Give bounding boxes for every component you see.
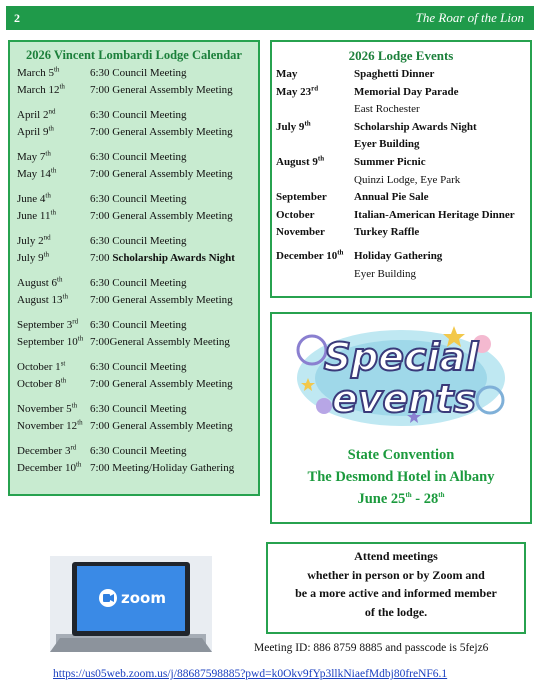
convention-title: State Convention [347, 447, 455, 463]
event-name: Summer Picnic [354, 155, 426, 168]
convention-venue: The Desmond Hotel in Albany [307, 469, 495, 485]
event-date: September [276, 191, 327, 204]
page-number: 2 [14, 11, 20, 25]
event-row [272, 121, 530, 139]
calendar-date: March 5th [17, 65, 60, 79]
event-location: Quinzi Lodge, Eye Park [354, 173, 461, 186]
calendar-event: 7:00 Meeting/Holiday Gathering [90, 462, 235, 474]
calendar-date: October 8th [17, 376, 67, 390]
calendar-date: May 7th [17, 149, 51, 163]
event-date: May [276, 68, 298, 80]
event-name: Memorial Day Parade [354, 85, 459, 98]
calendar-date: April 2nd [17, 107, 56, 121]
calendar-date: June 4th [17, 191, 51, 205]
calendar-row [10, 252, 258, 269]
calendar-row [10, 210, 258, 227]
calendar-event: 6:30 Council Meeting [90, 277, 187, 289]
calendar-event: 6:30 Council Meeting [90, 67, 187, 79]
event-row [272, 174, 530, 192]
calendar-row [10, 193, 258, 210]
event-row [272, 250, 530, 268]
special-events-box [270, 312, 532, 524]
calendar-month-group [10, 109, 258, 143]
calendar-event: 7:00General Assembly Meeting [90, 336, 230, 348]
art-word-special: Special [323, 335, 479, 379]
art-word-events: events [331, 377, 477, 421]
event-row [272, 209, 530, 227]
attend-line-1: Attend meetings [354, 549, 438, 563]
calendar-row [10, 361, 258, 378]
calendar-row [10, 319, 258, 336]
calendar-row [10, 336, 258, 353]
calendar-event: 7:00 General Assembly Meeting [90, 210, 233, 222]
event-date: November [276, 226, 325, 239]
calendar-date: December 10th [17, 460, 82, 474]
event-date: August 9th [276, 154, 325, 168]
calendar-row [10, 126, 258, 143]
calendar-event: 6:30 Council Meeting [90, 235, 187, 247]
event-row [272, 83, 530, 104]
calendar-event: 6:30 Council Meeting [90, 193, 187, 205]
calendar-event: 6:30 Council Meeting [90, 403, 187, 415]
calendar-date: September 3rd [17, 317, 79, 331]
calendar-row [10, 420, 258, 437]
event-name: Spaghetti Dinner [354, 68, 435, 80]
calendar-event: 6:30 Council Meeting [90, 151, 187, 163]
calendar-event: 7:00 Scholarship Awards Night [90, 252, 235, 264]
calendar-month-group [10, 361, 258, 395]
calendar-title: 2026 Vincent Lombardi Lodge Calendar [26, 48, 242, 62]
events-title: 2026 Lodge Events [348, 48, 454, 63]
calendar-month-group [10, 235, 258, 269]
calendar-month-group [10, 67, 258, 101]
calendar-date: June 11th [17, 208, 56, 222]
event-date: December 10th [276, 248, 344, 262]
special-events-art [294, 320, 508, 430]
zoom-meeting-link[interactable]: https://us05web.zoom.us/j/88687598885?pwd=k0Okv9fYp3llkNiaefMdbj80freNF6.1 [53, 668, 448, 680]
calendar-row [10, 84, 258, 101]
attend-meetings-box [266, 542, 526, 634]
event-date: May 23rd [276, 83, 319, 98]
event-row [272, 191, 530, 209]
calendar-date: August 6th [17, 275, 63, 289]
calendar-row [10, 277, 258, 294]
calendar-row [10, 67, 258, 84]
calendar-date: April 9th [17, 124, 54, 138]
calendar-event: 6:30 Council Meeting [90, 109, 187, 121]
attend-line-4: of the lodge. [364, 604, 428, 619]
calendar-date: July 2nd [17, 233, 51, 247]
page-header [6, 6, 534, 30]
event-row [272, 226, 530, 244]
event-row [272, 268, 530, 286]
event-name: Italian-American Heritage Dinner [354, 208, 515, 221]
lodge-calendar-box [8, 40, 260, 496]
convention-dates: June 25th - 28th [357, 491, 445, 507]
events-list [272, 68, 530, 285]
convention-info [272, 444, 530, 510]
calendar-event: 7:00 General Assembly Meeting [90, 420, 233, 432]
calendar-date: November 5th [17, 401, 78, 415]
calendar-date: September 10th [17, 334, 84, 348]
calendar-row [10, 294, 258, 311]
calendar-event: 7:00 General Assembly Meeting [90, 84, 233, 96]
calendar-date: August 13th [17, 292, 68, 306]
calendar-date: May 14th [17, 166, 57, 180]
calendar-event: 7:00 General Assembly Meeting [90, 168, 233, 180]
attend-line-2: whether in person or by Zoom and [307, 567, 485, 582]
meeting-id-text: Meeting ID: 886 8759 8885 and passcode is 5fejz6 [254, 642, 489, 654]
event-location: Eyer Building [354, 267, 417, 280]
event-row [272, 138, 530, 156]
calendar-event: 7:00 General Assembly Meeting [90, 378, 233, 390]
zoom-logo-text: zoom [121, 589, 166, 607]
calendar-row [10, 403, 258, 420]
event-name: Scholarship Awards Night [354, 120, 477, 133]
calendar-month-group [10, 277, 258, 311]
event-name: Turkey Raffle [354, 226, 420, 239]
event-location: East Rochester [354, 103, 420, 116]
calendar-row [10, 168, 258, 185]
event-name: Annual Pie Sale [354, 191, 429, 204]
calendar-month-group [10, 403, 258, 437]
calendar-month-group [10, 445, 258, 479]
calendar-row [10, 378, 258, 395]
calendar-event: 6:30 Council Meeting [90, 361, 187, 373]
event-name: Holiday Gathering [354, 249, 443, 262]
event-name: Eyer Building [354, 138, 420, 151]
newsletter-title: The Roar of the Lion [415, 10, 524, 25]
calendar-event: 6:30 Council Meeting [90, 445, 187, 457]
calendar-date: December 3rd [17, 443, 77, 457]
calendar-month-group [10, 151, 258, 185]
calendar-row [10, 445, 258, 462]
calendar-date: July 9th [17, 250, 50, 264]
lodge-events-box [270, 40, 532, 298]
calendar-event: 7:00 General Assembly Meeting [90, 126, 233, 138]
event-date: October [276, 208, 315, 221]
attend-line-3: be a more active and informed member [295, 586, 497, 600]
calendar-list [10, 67, 258, 479]
calendar-row [10, 151, 258, 168]
event-date: July 9th [276, 119, 311, 133]
calendar-row [10, 462, 258, 479]
calendar-month-group [10, 319, 258, 353]
calendar-date: March 12th [17, 82, 65, 96]
calendar-date: October 1st [17, 359, 66, 373]
calendar-date: November 12th [17, 418, 83, 432]
laptop-zoom-image [50, 556, 212, 652]
calendar-month-group [10, 193, 258, 227]
calendar-event: 7:00 General Assembly Meeting [90, 294, 233, 306]
calendar-event: 6:30 Council Meeting [90, 319, 187, 331]
event-row [272, 156, 530, 174]
